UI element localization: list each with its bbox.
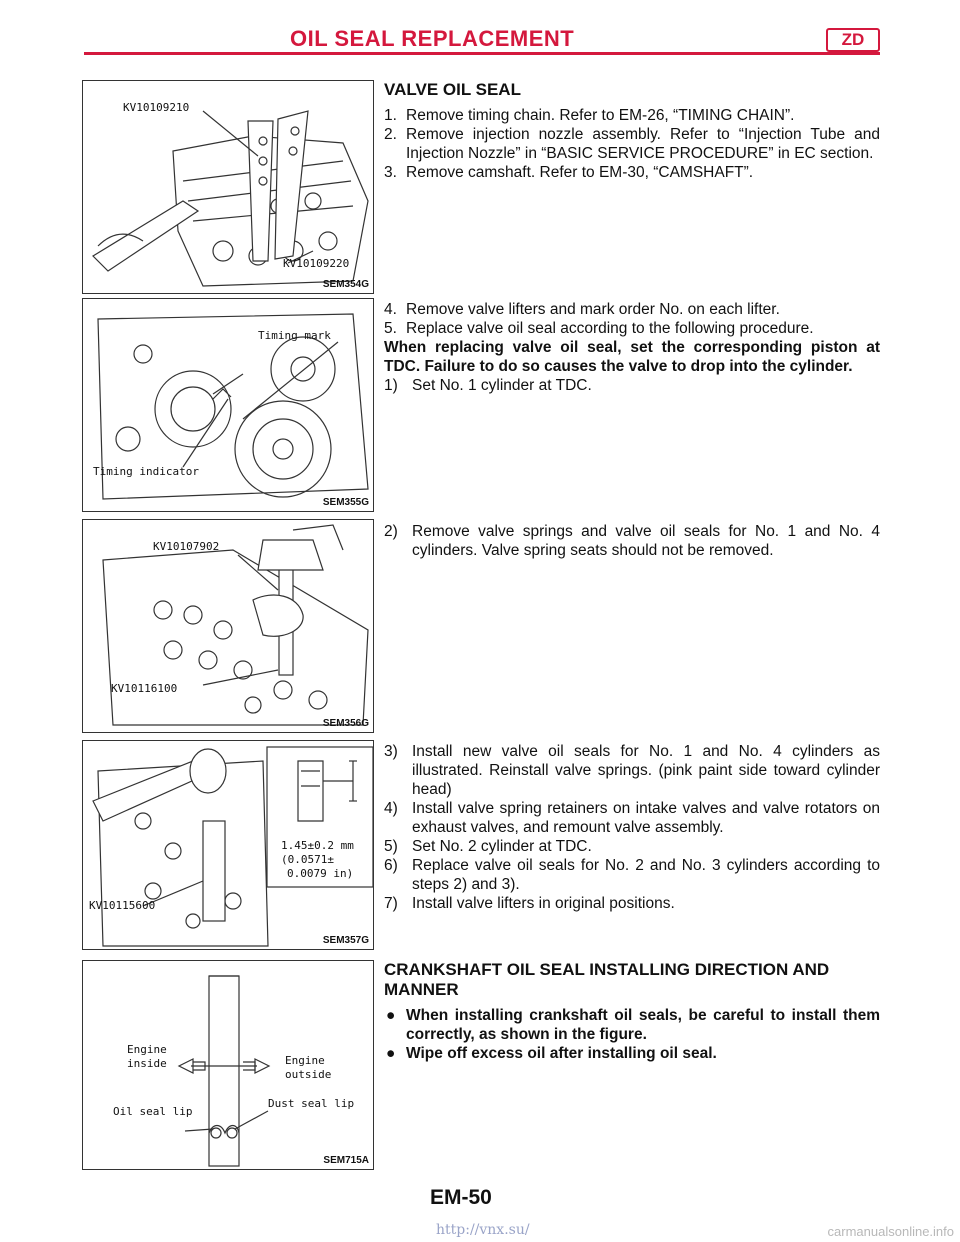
oil-seal-install-illustration <box>83 741 374 950</box>
figure-sem356g <box>82 519 374 733</box>
substep-5: 5) Set No. 2 cylinder at TDC. <box>384 838 592 855</box>
header-divider <box>84 52 880 55</box>
substep-2: 2) Remove valve springs and valve oil seals for No. 1 and No. 4 cylinders. Valve spring seats should not be removed. <box>384 523 880 559</box>
step-4: 4. Remove valve lifters and mark order No. on each lifter. <box>384 301 780 318</box>
figure-code: SEM356G <box>322 718 369 729</box>
crankshaft-seal-direction-illustration <box>83 961 374 1170</box>
substep-6: 6) Replace valve oil seals for No. 2 and No. 3 cylinders according to steps 2) and 3). <box>384 857 880 893</box>
page-number: EM-50 <box>430 1186 492 1209</box>
timing-mark-illustration <box>83 299 374 512</box>
crankshaft-oil-seal-section <box>384 960 880 1063</box>
site-watermark: carmanualsonline.info <box>827 1224 954 1239</box>
engine-code-badge: ZD <box>826 28 880 52</box>
figure-code: SEM354G <box>322 279 369 290</box>
tdc-warning: When replacing valve oil seal, set the corresponding piston at TDC. Failure to do so causes the valve to drop into the cylinder. <box>384 339 880 375</box>
label-engine-outside-1: Engine <box>285 1054 325 1067</box>
callout-kv10109220: KV10109220 <box>283 257 350 270</box>
step-3: 3. Remove camshaft. Refer to EM-30, “CAMSHAFT”. <box>384 164 754 181</box>
substep-1: 1) Set No. 1 cylinder at TDC. <box>384 377 592 394</box>
callout-dimension-mm: 1.45±0.2 mm <box>281 839 354 852</box>
section-heading-crankshaft-oil-seal: CRANKSHAFT OIL SEAL INSTALLING DIRECTION AND MANNER <box>384 960 830 999</box>
label-dust-seal-lip: Dust seal lip <box>268 1097 355 1110</box>
callout-dimension-in-2: 0.0079 in) <box>287 867 354 880</box>
valve-spring-removal-illustration <box>83 520 374 733</box>
figure-code: SEM355G <box>322 497 369 508</box>
label-oil-seal-lip: Oil seal lip <box>113 1105 193 1118</box>
label-engine-outside-2: outside <box>285 1068 332 1081</box>
valve-spring-removal-text <box>384 522 880 560</box>
figure-code: SEM357G <box>322 935 369 946</box>
figure-code: SEM715A <box>323 1155 369 1166</box>
callout-dimension-in-1: (0.0571± <box>281 853 334 866</box>
figure-sem355g <box>82 298 374 512</box>
oil-seal-install-text <box>384 742 880 913</box>
valve-oil-seal-intro <box>384 80 880 182</box>
figure-sem715a <box>82 960 374 1170</box>
bullet-install-correctly: ● When installing crankshaft oil seals, be careful to install them correctly, as shown in the figure. <box>386 1007 880 1043</box>
callout-timing-mark: Timing mark <box>258 329 331 342</box>
substep-3: 3) Install new valve oil seals for No. 1 and No. 4 cylinders as illustrated. Reinstall valve springs. (pink paint side toward cylinder head) <box>384 743 880 798</box>
camshaft-tool-illustration <box>83 81 374 294</box>
bullet-wipe-oil: ● Wipe off excess oil after installing oil seal. <box>386 1045 717 1062</box>
callout-kv10116100: KV10116100 <box>111 682 178 695</box>
label-engine-inside-1: Engine <box>127 1043 167 1056</box>
valve-lifter-procedure <box>384 300 880 395</box>
figure-sem357g <box>82 740 374 950</box>
figure-sem354g <box>82 80 374 294</box>
step-1: 1. Remove timing chain. Refer to EM-26, “TIMING CHAIN”. <box>384 107 795 124</box>
bullet-icon: ● <box>386 1007 396 1024</box>
section-heading-valve-oil-seal: VALVE OIL SEAL <box>384 80 521 99</box>
substep-4: 4) Install valve spring retainers on intake valves and valve rotators on exhaust valves, and remount valve assembly. <box>384 800 880 836</box>
callout-kv10107902: KV10107902 <box>153 540 220 553</box>
callout-kv10109210: KV10109210 <box>123 101 190 114</box>
footer-link[interactable]: http://vnx.su/ <box>436 1222 530 1238</box>
page-header-title: OIL SEAL REPLACEMENT <box>290 26 575 51</box>
callout-timing-indicator: Timing indicator <box>93 465 199 478</box>
label-engine-inside-2: inside <box>127 1057 167 1070</box>
callout-kv10115600: KV10115600 <box>89 899 156 912</box>
bullet-icon: ● <box>386 1045 396 1062</box>
step-2: 2. Remove injection nozzle assembly. Refer to “Injection Tube and Injection Nozzle” in “BASIC SERVICE PROCEDURE” in EC section. <box>384 126 880 162</box>
step-5: 5. Replace valve oil seal according to the following procedure. <box>384 320 814 337</box>
substep-7: 7) Install valve lifters in original positions. <box>384 895 675 912</box>
